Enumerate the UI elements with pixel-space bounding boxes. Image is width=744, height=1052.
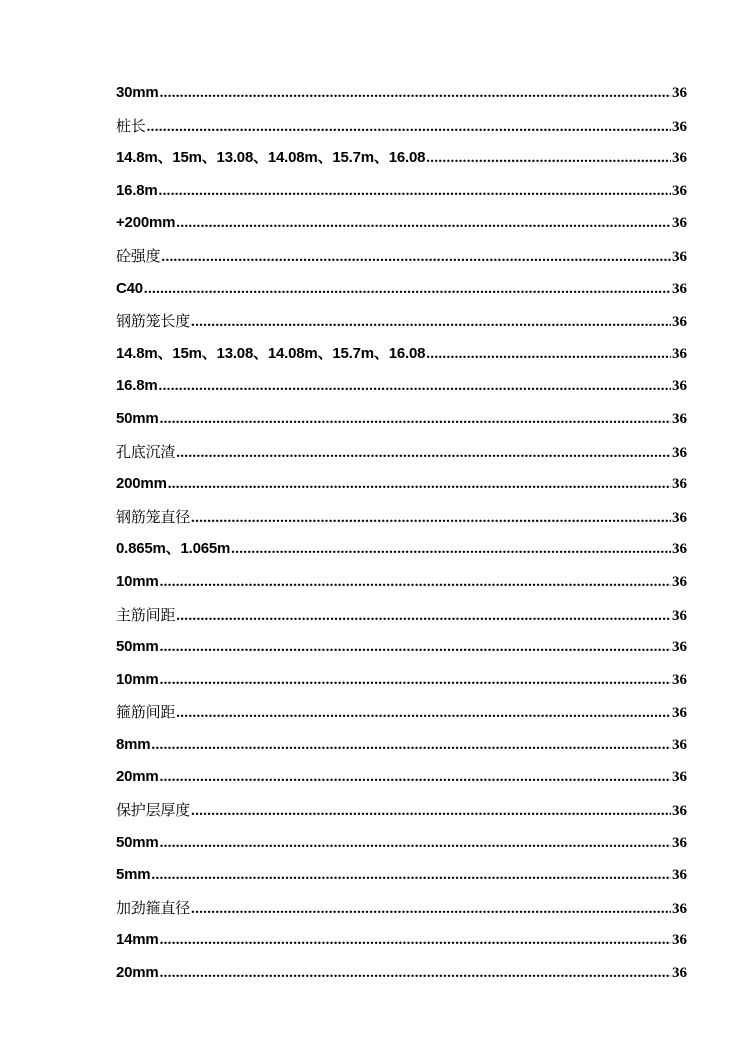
toc-page-number: 36 [672, 932, 687, 949]
toc-page-number: 36 [672, 541, 687, 558]
toc-entry[interactable] [116, 338, 687, 371]
toc-entry[interactable] [116, 207, 687, 240]
toc-entry[interactable] [116, 631, 687, 664]
toc-entry[interactable] [116, 273, 687, 306]
toc-leader-dots [168, 468, 671, 501]
toc-page-number: 36 [672, 573, 687, 590]
toc-entry[interactable] [116, 859, 687, 892]
toc-leader-dots [151, 729, 671, 762]
toc-entry[interactable] [116, 827, 687, 860]
toc-leader-dots [191, 893, 671, 926]
toc-page-number: 36 [672, 150, 687, 167]
toc-page-number: 36 [672, 85, 687, 101]
toc-page-number: 36 [672, 215, 687, 232]
toc-leader-dots [176, 207, 671, 240]
toc-leader-dots [147, 111, 671, 144]
toc-entry-label: 箍筋间距 [116, 703, 176, 722]
toc-entry-label: 14.8m、15m、13.08、14.08m、15.7m、16.08 [116, 344, 426, 362]
toc-leader-dots [426, 142, 671, 175]
toc-entry[interactable] [116, 729, 687, 762]
toc-entry[interactable] [116, 533, 687, 566]
toc-entry-label: 30mm [116, 84, 159, 101]
toc-page-number: 36 [672, 834, 687, 851]
toc-entry[interactable] [116, 892, 687, 925]
toc-entry[interactable] [116, 110, 687, 143]
toc-entry[interactable] [116, 403, 687, 436]
toc-leader-dots [426, 338, 671, 371]
toc-entry-label: 桩长 [116, 116, 146, 135]
toc-entry-label: 50mm [116, 409, 159, 427]
toc-entry[interactable] [116, 599, 687, 632]
toc-entry-label: 20mm [116, 768, 159, 786]
toc-page-number: 36 [672, 378, 687, 395]
toc-page-number: 36 [672, 476, 687, 493]
toc-page-number: 36 [672, 410, 687, 427]
toc-page-number: 36 [672, 867, 687, 884]
toc-leader-dots [160, 957, 671, 990]
toc-leader-dots [144, 273, 671, 306]
toc-entry[interactable] [116, 142, 687, 175]
toc-leader-dots [160, 664, 671, 697]
toc-entry[interactable] [116, 924, 687, 957]
toc-leader-dots [191, 502, 671, 535]
toc-page-number: 36 [672, 314, 687, 331]
toc-page-number: 36 [672, 182, 687, 199]
toc-page-number: 36 [672, 509, 687, 526]
toc-leader-dots [160, 77, 671, 110]
toc-entry-label: 保护层厚度 [116, 801, 191, 820]
toc-entry[interactable] [116, 566, 687, 599]
toc-entry-label: 14.8m、15m、13.08、14.08m、15.7m、16.08 [116, 149, 426, 167]
toc-entry[interactable] [116, 794, 687, 827]
toc-leader-dots [159, 370, 671, 403]
toc-entry[interactable] [116, 240, 687, 273]
toc-entry[interactable] [116, 436, 687, 469]
toc-entry-label: 50mm [116, 833, 159, 851]
toc-entry-label: 加劲箍直径 [116, 898, 191, 917]
toc-entry-label: 主筋间距 [116, 605, 176, 624]
toc-entry[interactable] [116, 664, 687, 697]
toc-leader-dots [159, 175, 671, 208]
toc-entry-label: +200mm [116, 214, 176, 232]
toc-entry[interactable] [116, 468, 687, 501]
toc-page-number: 36 [672, 769, 687, 786]
toc-leader-dots [161, 241, 671, 274]
toc-leader-dots [160, 403, 671, 436]
toc-leader-dots [176, 697, 671, 730]
toc-leader-dots [160, 566, 671, 599]
toc-leader-dots [176, 600, 671, 633]
toc-page-number: 36 [672, 965, 687, 982]
toc-entry-label: 50mm [116, 638, 159, 656]
toc-entry-label: 5mm [116, 866, 151, 884]
toc-entry[interactable] [116, 696, 687, 729]
toc-entry-label: 砼强度 [116, 246, 161, 265]
toc-entry-label: 钢筋笼长度 [116, 312, 191, 331]
toc-entry-label: 10mm [116, 572, 159, 590]
toc-entry-label: 16.8m [116, 377, 158, 395]
toc-leader-dots [160, 924, 671, 957]
toc-entry[interactable] [116, 305, 687, 338]
toc-entry[interactable] [116, 957, 687, 990]
toc-leader-dots [160, 631, 671, 664]
toc-entry[interactable] [116, 370, 687, 403]
toc-leader-dots [231, 533, 671, 566]
toc-leader-dots [191, 795, 671, 828]
toc-entry-label: 钢筋笼直径 [116, 507, 191, 526]
toc-leader-dots [176, 437, 671, 470]
toc-entry-label: 10mm [116, 670, 159, 688]
toc-page-number: 36 [672, 444, 687, 461]
toc-entry-label: 20mm [116, 964, 159, 982]
toc-page-number: 36 [672, 671, 687, 688]
toc-entry-label: 14mm [116, 931, 159, 949]
toc-page-number: 36 [672, 607, 687, 624]
table-of-contents [116, 77, 687, 990]
toc-leader-dots [160, 827, 671, 860]
toc-page-number: 36 [672, 248, 687, 265]
toc-entry-label: C40 [116, 279, 143, 297]
toc-leader-dots [191, 306, 671, 339]
toc-page-number: 36 [672, 639, 687, 656]
toc-page-number: 36 [672, 736, 687, 753]
toc-page-number: 36 [672, 705, 687, 722]
toc-page-number: 36 [672, 900, 687, 917]
toc-entry-label: 200mm [116, 475, 167, 493]
toc-entry[interactable] [116, 761, 687, 794]
toc-entry-label: 16.8m [116, 181, 158, 199]
toc-entry[interactable] [116, 77, 687, 110]
toc-leader-dots [160, 761, 671, 794]
toc-page-number: 36 [672, 345, 687, 362]
toc-entry-label: 0.865m、1.065m [116, 540, 231, 558]
toc-leader-dots [151, 859, 671, 892]
toc-entry-label: 8mm [116, 735, 151, 753]
toc-entry-label: 孔底沉渣 [116, 442, 176, 461]
toc-entry[interactable] [116, 175, 687, 208]
toc-page-number: 36 [672, 803, 687, 820]
toc-page-number: 36 [672, 280, 687, 297]
toc-page-number: 36 [672, 118, 687, 135]
toc-entry[interactable] [116, 501, 687, 534]
